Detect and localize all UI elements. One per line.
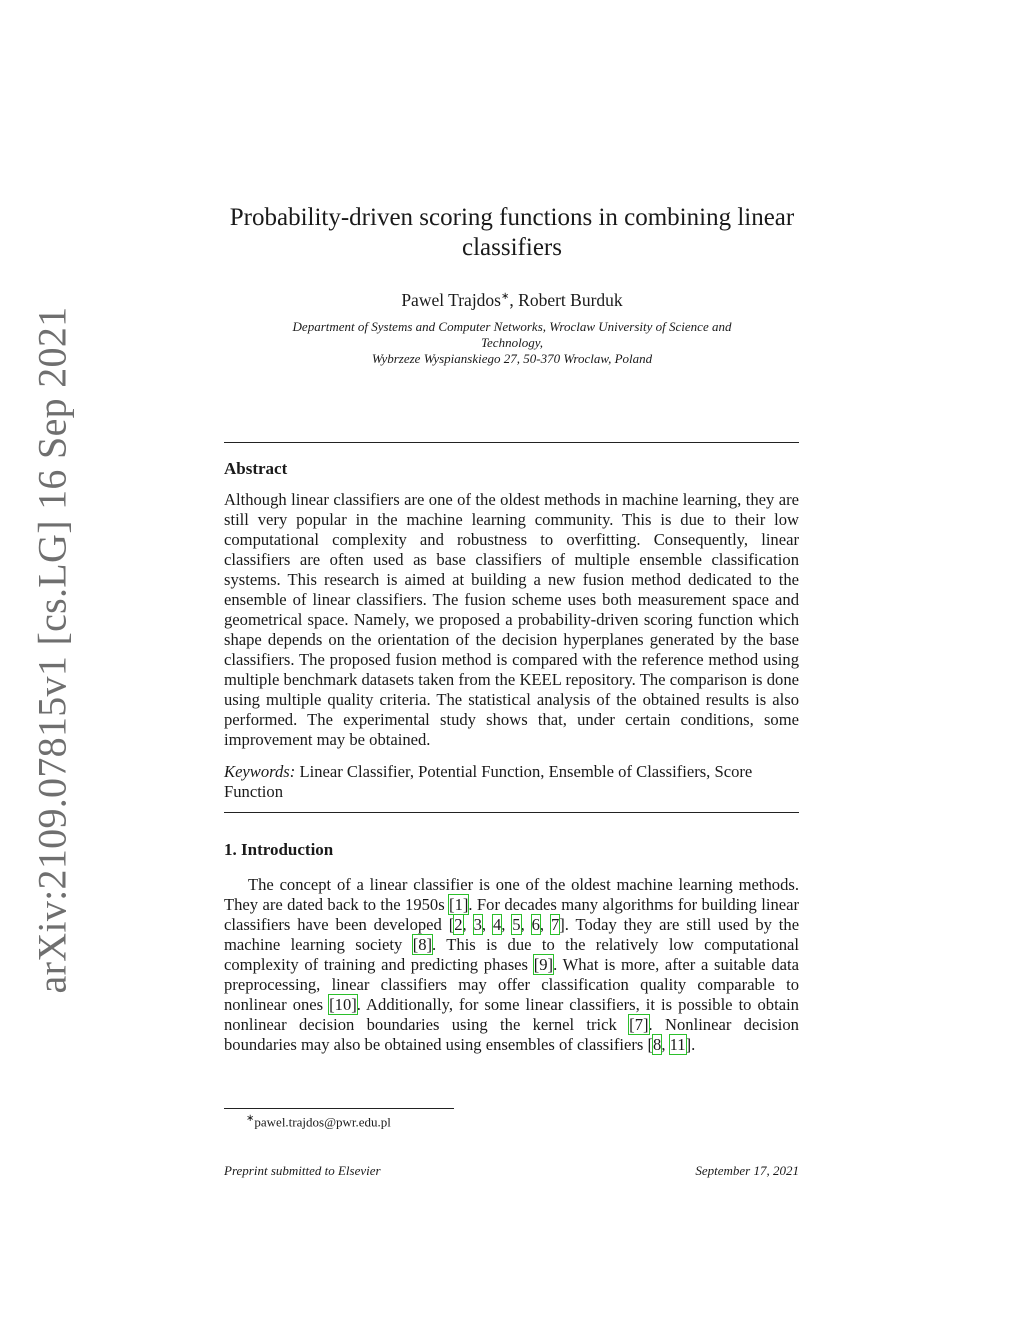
text-run: . Nonlinear decision boundaries may also be obtained using ensembles of classifiers [ [224, 1015, 799, 1054]
author-footnote-mark[interactable]: ∗ [501, 291, 510, 303]
citation-link[interactable]: 6 [531, 915, 540, 934]
author-list [0, 290, 1024, 311]
introduction-paragraph [224, 875, 799, 1055]
citation-link[interactable]: 11 [669, 1035, 686, 1054]
citation-link[interactable]: [9] [533, 955, 554, 974]
footnote-email[interactable]: pawel.trajdos@pwr.edu.pl [254, 1114, 391, 1130]
section-heading-introduction: 1. Introduction [224, 840, 334, 859]
text-run: , [661, 1035, 670, 1054]
text-run: . Additionally, for some linear classifiers, it is possible to obtain nonlinear decision boundaries using the kernel trick [224, 995, 799, 1034]
text-run: ]. [685, 1035, 696, 1054]
page-footer [224, 1163, 799, 1179]
text-run: , [481, 915, 493, 934]
affiliation-line: Department of Systems and Computer Networks, Wroclaw University of Science and [292, 319, 732, 334]
text-run: , [520, 915, 532, 934]
paper-title [0, 203, 1024, 263]
title-line-2: classifiers [462, 234, 562, 261]
text-run: , [501, 915, 513, 934]
abstract-bottom-rule [224, 812, 799, 813]
footnote-mark: ∗ [246, 1113, 255, 1124]
introduction-section [224, 840, 799, 1055]
citation-link[interactable]: 8 [653, 1035, 662, 1054]
text-run: . What is more, after a suitable data preprocessing, linear classifiers may offer classification quality comparable to nonlinear ones [224, 955, 799, 1014]
citation-link[interactable]: 5 [512, 915, 521, 934]
citation-link[interactable]: [8] [412, 935, 433, 954]
affiliation-line: Technology, [481, 335, 543, 350]
citation-link[interactable]: [1] [449, 895, 469, 914]
keywords [224, 762, 799, 802]
footnote [246, 1113, 391, 1130]
citation-link[interactable]: [10] [329, 995, 357, 1014]
text-run: The concept of a linear classifier is one of the oldest machine learning methods. They are dated back to the 1950s [224, 875, 799, 914]
author-name: , Robert Burduk [509, 290, 623, 310]
text-run: . For decades many algorithms for building linear classifiers have been developed [ [224, 895, 799, 934]
abstract-heading: Abstract [224, 459, 288, 478]
text-run: ]. Today they are still used by the machine learning society [224, 915, 800, 954]
arxiv-identifier: arXiv:2109.07815v1 [cs.LG] 16 Sep 2021 [29, 306, 75, 994]
author-name: Pawel Trajdos [401, 290, 501, 310]
abstract-top-rule [224, 442, 799, 443]
text-run: , [462, 915, 474, 934]
text-run: . This is due to the relatively low computational complexity of training and predicting phases [224, 935, 800, 974]
abstract-body: Although linear classifiers are one of the oldest methods in machine learning, they are still very popular in the machine learning community. This is due to their low computational complexity and robustness to overfitting. Consequently, linear classifiers are often used as base classifiers of multiple ensemble classification systems. This research is aimed at building a new fusion method dedicated to the ensemble of linear classifiers. The fusion scheme uses both measurement space and geometrical space. Namely, we proposed a probability-driven scoring function which shape depends on the orientation of the decision hyperplanes generated by the base classifiers. The proposed fusion method is compared with the reference method using multiple benchmark datasets taken from the KEEL repository. The comparison is done using multiple quality criteria. The statistical analysis of the obtained results is also performed. The experimental study shows that, under certain conditions, some improvement may be obtained. [224, 490, 799, 749]
citation-link[interactable]: 7 [550, 915, 560, 934]
citation-link[interactable]: 4 [492, 915, 502, 934]
citation-link[interactable]: 2 [454, 915, 463, 934]
text-run: , [539, 915, 551, 934]
footnote-rule [224, 1108, 454, 1109]
affiliation [240, 319, 784, 367]
abstract-section [224, 459, 799, 802]
footer-date: September 17, 2021 [695, 1163, 799, 1178]
citation-link[interactable]: [7] [629, 1015, 649, 1034]
keywords-text: Linear Classifier, Potential Function, Ensemble of Classifiers, Score Function [224, 762, 753, 801]
citation-link[interactable]: 3 [473, 915, 482, 934]
footer-preprint-note: Preprint submitted to Elsevier [224, 1163, 381, 1178]
title-line-1: Probability-driven scoring functions in combining linear [229, 204, 795, 231]
affiliation-line: Wybrzeze Wyspianskiego 27, 50-370 Wroclaw, Poland [371, 351, 653, 366]
keywords-label: Keywords: [224, 762, 296, 781]
